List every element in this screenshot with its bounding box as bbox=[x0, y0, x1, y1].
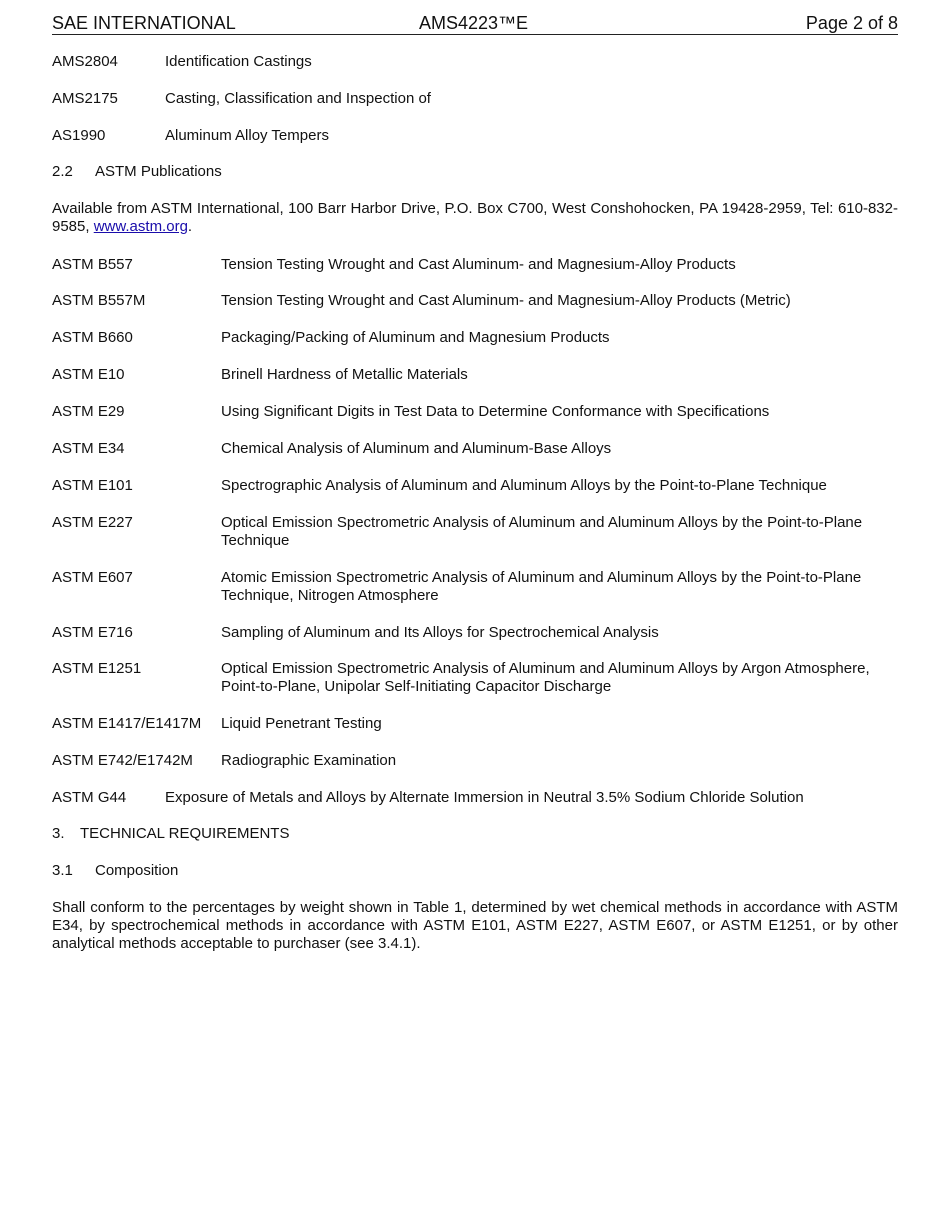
reference-title: Spectrographic Analysis of Aluminum and Aluminum Alloys by the Point-to-Plane Technique bbox=[221, 477, 827, 494]
reference-title: Identification Castings bbox=[165, 53, 312, 70]
reference-title: Tension Testing Wrought and Cast Aluminum- and Magnesium-Alloy Products bbox=[221, 256, 736, 273]
section-title: TECHNICAL REQUIREMENTS bbox=[80, 825, 290, 842]
reference-code: ASTM E742/E1742M bbox=[52, 752, 193, 769]
reference-code: AMS2804 bbox=[52, 53, 118, 70]
reference-code: ASTM E101 bbox=[52, 477, 133, 494]
reference-title: Using Significant Digits in Test Data to Determine Conformance with Specifications bbox=[221, 403, 770, 420]
page-header bbox=[52, 12, 898, 35]
reference-title: Packaging/Packing of Aluminum and Magnesium Products bbox=[221, 329, 610, 346]
section-number: 3. bbox=[52, 825, 65, 842]
header-org: SAE INTERNATIONAL bbox=[52, 13, 236, 33]
reference-title: Exposure of Metals and Alloys by Alternate Immersion in Neutral 3.5% Sodium Chloride Solution bbox=[165, 789, 804, 806]
astm-website-link[interactable]: www.astm.org bbox=[93, 218, 188, 235]
section-number: 3.1 bbox=[52, 862, 73, 879]
reference-code: ASTM E607 bbox=[52, 569, 133, 586]
reference-code: ASTM B557 bbox=[52, 256, 133, 273]
reference-code: ASTM E10 bbox=[52, 366, 125, 383]
reference-code: ASTM E1251 bbox=[52, 660, 142, 677]
section-title: ASTM Publications bbox=[95, 163, 222, 180]
section-title: Composition bbox=[95, 862, 179, 879]
header-doc-number: AMS4223™E bbox=[419, 13, 529, 33]
reference-title: Optical Emission Spectrometric Analysis of Aluminum and Aluminum Alloys by the Point-to-Plane Technique bbox=[221, 514, 863, 549]
reference-title: Liquid Penetrant Testing bbox=[221, 715, 382, 732]
reference-code: ASTM B660 bbox=[52, 329, 133, 346]
reference-code: ASTM E716 bbox=[52, 624, 133, 641]
reference-title: Sampling of Aluminum and Its Alloys for Spectrochemical Analysis bbox=[221, 624, 659, 641]
reference-title: Tension Testing Wrought and Cast Aluminum- and Magnesium-Alloy Products (Metric) bbox=[221, 292, 791, 309]
header-page-number: Page 2 of 8 bbox=[805, 13, 898, 33]
reference-code: ASTM B557M bbox=[52, 292, 146, 309]
reference-code: ASTM E29 bbox=[52, 403, 125, 420]
reference-title: Optical Emission Spectrometric Analysis of Aluminum and Aluminum Alloys by Argon Atmosphere, Point-to-Plane, Unipolar Self-Initiating Capacitor Discharge bbox=[221, 660, 870, 695]
astm-availability-text: Available from ASTM International, 100 Barr Harbor Drive, P.O. Box C700, West Conshohocken, PA 19428-2959, Tel: 610-832-9585, bbox=[52, 200, 898, 235]
astm-availability-paragraph bbox=[52, 200, 898, 236]
composition-paragraph: Shall conform to the percentages by weight shown in Table 1, determined by wet chemical methods in accordance with ASTM E34, by spectrochemical methods in accordance with ASTM E101, ASTM E227, ASTM E607, or ASTM E1251, or by other analytical methods acceptable to purchaser (see 3.4.1). bbox=[52, 899, 898, 952]
reference-title: Brinell Hardness of Metallic Materials bbox=[221, 366, 468, 383]
reference-code: ASTM G44 bbox=[52, 789, 127, 806]
reference-title: Chemical Analysis of Aluminum and Aluminum-Base Alloys bbox=[221, 440, 612, 457]
reference-code: AS1990 bbox=[52, 127, 106, 144]
reference-title: Casting, Classification and Inspection of bbox=[165, 90, 431, 107]
reference-code: ASTM E34 bbox=[52, 440, 125, 457]
reference-code: AMS2175 bbox=[52, 90, 118, 107]
reference-code: ASTM E227 bbox=[52, 514, 133, 531]
reference-title: Aluminum Alloy Tempers bbox=[165, 127, 329, 144]
reference-title: Atomic Emission Spectrometric Analysis of Aluminum and Aluminum Alloys by the Point-to-Plane Technique, Nitrogen Atmosphere bbox=[221, 569, 862, 604]
astm-availability-end: . bbox=[187, 218, 193, 235]
reference-code: ASTM E1417/E1417M bbox=[52, 715, 202, 732]
reference-title: Radiographic Examination bbox=[221, 752, 397, 769]
section-number: 2.2 bbox=[52, 163, 73, 180]
